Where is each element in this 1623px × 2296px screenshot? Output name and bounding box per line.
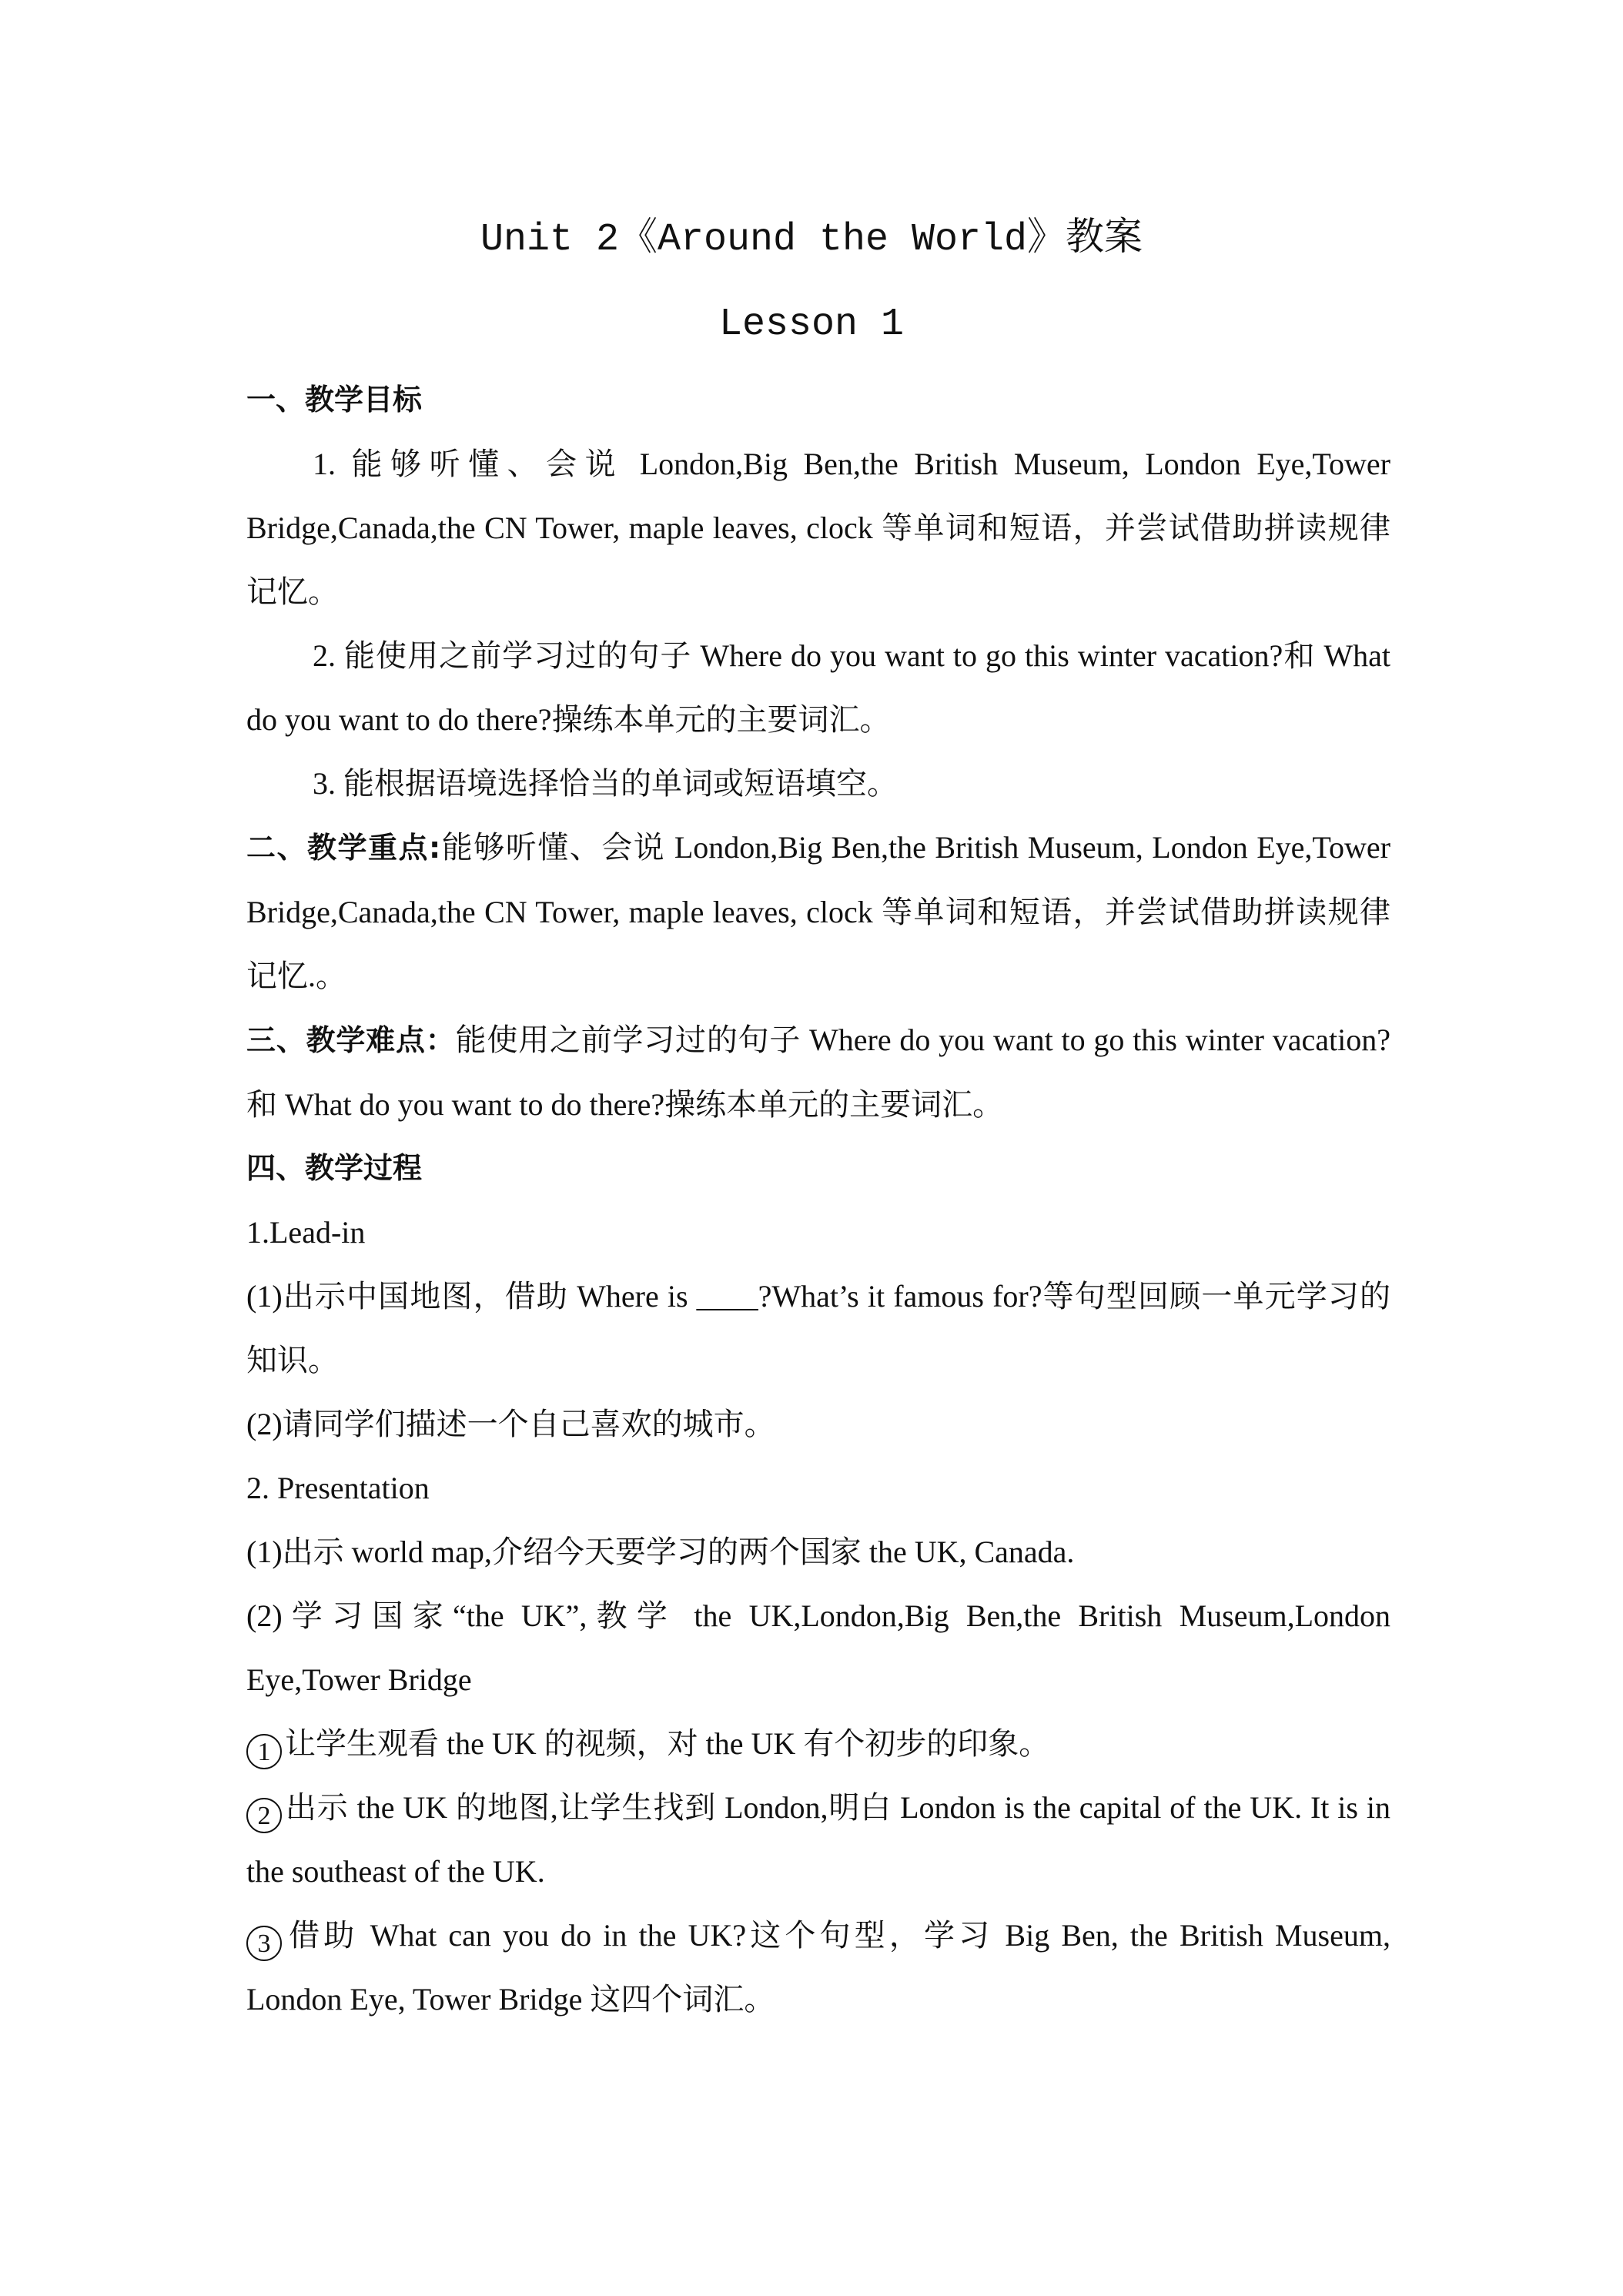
objective-1: 1. 能够听懂、会说 London,Big Ben,the British Museum, London Eye,Tower Bridge,Canada,the CN Tower, maple leaves, clock 等单词和短语，并尝试借助拼读规律记忆。 [246,447,1390,609]
presentation-step-2 [246,1776,1390,1903]
section-heading-key-points: 二、教学重点: [246,831,441,865]
lead-in-item-2: (2)请同学们描述一个自己喜欢的城市。 [246,1407,775,1441]
section-difficulties [246,1008,1390,1136]
objective-2: 2. 能使用之前学习过的句子 Where do you want to go this winter vacation?和 What do you want to do there?操练本单元的主要词汇。 [246,638,1390,737]
circled-number: 2 [246,1798,282,1833]
step-text: 出示 the UK 的地图,让学生找到 London,明白 London is the capital of the UK. It is in the southeast of the UK. [246,1790,1390,1889]
lead-in-label: 1.Lead-in [246,1215,366,1250]
lesson-title: Lesson 1 [718,303,905,346]
presentation-step-3 [246,1903,1390,2031]
circled-number: 3 [246,1926,282,1961]
objective-3: 3. 能根据语境选择恰当的单词或短语填空。 [313,766,898,801]
key-points-text: 能够听懂、会说 London,Big Ben,the British Museum, London Eye,Tower Bridge,Canada,the CN Tower, maple leaves, clock 等单词和短语，并尝试借助拼读规律记忆.。 [246,830,1391,993]
presentation-item-2: (2)学习国家“the UK”,教学 the UK,London,Big Ben,the British Museum,London Eye,Tower Bridge [246,1598,1390,1697]
section-heading-difficulties: 三、教学难点： [246,1023,456,1057]
step-text: 让学生观看 the UK 的视频，对 the UK 有个初步的印象。 [285,1726,1050,1761]
document-title: Unit 2《Around the World》教案 [480,218,1143,262]
step-text: 借助 What can you do in the UK?这个句型，学习 Big Ben, the British Museum, London Eye, Tower Bridge 这四个词汇。 [246,1918,1390,2017]
section-key-points [246,815,1390,1008]
section-heading-objectives: 一、教学目标 [246,383,423,417]
presentation-label: 2. Presentation [246,1471,430,1505]
section-heading-process: 四、教学过程 [246,1151,423,1185]
lead-in-item-1: (1)出示中国地图，借助 Where is ____?What’s it famous for?等句型回顾一单元学习的知识。 [246,1279,1390,1377]
presentation-step-1 [246,1712,1390,1776]
document-body [246,368,1390,2031]
presentation-item-1: (1)出示 world map,介绍今天要学习的两个国家 the UK, Canada. [246,1535,1075,1569]
difficulties-text: 能使用之前学习过的句子 Where do you want to go this winter vacation?和 What do you want to do there?操练本单元的主要词汇。 [246,1022,1390,1122]
circled-number: 1 [246,1734,282,1769]
